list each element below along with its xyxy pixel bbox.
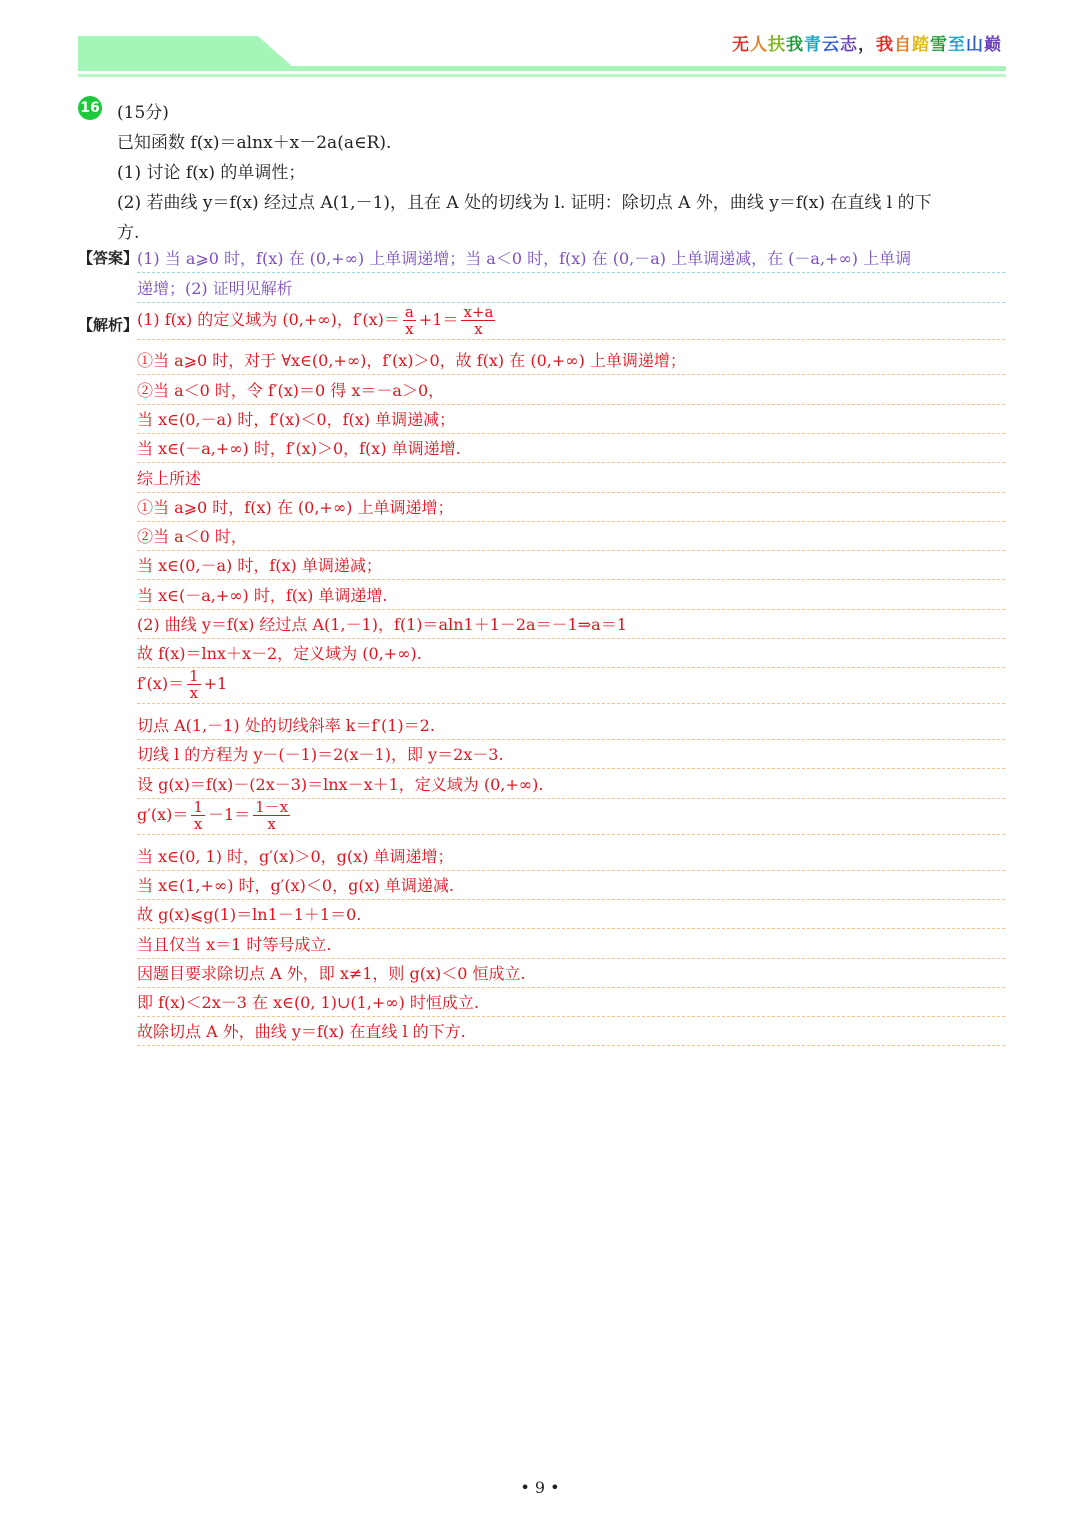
slogan-char: 扶 <box>768 35 786 55</box>
solution-text: (1) f(x) 的定义域为 (0,+∞)，f′(x)＝ <box>137 310 400 329</box>
fraction: $\frac{a}{x}$ <box>404 303 414 338</box>
slogan-char: ， <box>858 35 876 55</box>
solution-line: 当 x∈(0,－a) 时，f(x) 单调递减； <box>137 553 1005 580</box>
solution-line: 当 x∈(－a,+∞) 时，f(x) 单调递增. <box>137 583 1005 610</box>
header-rule-bottom <box>78 74 1006 77</box>
solution-line: 当且仅当 x＝1 时等号成立. <box>137 932 1005 959</box>
solution-line: ②当 a＜0 时， <box>137 524 1005 551</box>
fraction: $\frac{1}{x}$ <box>189 667 199 702</box>
question-score: (15分) <box>117 103 169 123</box>
slogan-char: 志 <box>840 35 858 55</box>
slogan-char: 自 <box>894 35 912 55</box>
slogan-char: 至 <box>948 35 966 55</box>
solution-line: 即 f(x)＜2x－3 在 x∈(0, 1)∪(1,+∞) 时恒成立. <box>137 990 1005 1017</box>
solution-line: ①当 a⩾0 时，f(x) 在 (0,+∞) 上单调递增； <box>137 495 1005 522</box>
slogan-char: 巅 <box>984 35 1002 55</box>
question-number-badge: 16 <box>78 96 102 120</box>
fraction: $\frac{x+a}{x}$ <box>463 303 494 338</box>
header-rule-top <box>78 66 1006 71</box>
fraction: $\frac{1}{x}$ <box>193 798 203 833</box>
answer-tag: 【答案】 <box>78 249 139 267</box>
solution-line: 故除切点 A 外，曲线 y＝f(x) 在直线 l 的下方. <box>137 1019 1005 1046</box>
solution-line: 当 x∈(－a,+∞) 时，f′(x)＞0，f(x) 单调递增. <box>137 436 1005 463</box>
solution-line: ①当 a⩾0 时，对于 ∀x∈(0,+∞)，f′(x)＞0，故 f(x) 在 (0,+∞) 上单调递增； <box>137 348 1005 375</box>
solution-line: 因题目要求除切点 A 外，即 x≠1，则 g(x)＜0 恒成立. <box>137 961 1005 988</box>
question-part-2: (2) 若曲线 y＝f(x) 经过点 A(1,－1)，且在 A 处的切线为 l. 证明：除切点 A 外，曲线 y＝f(x) 在直线 l 的下 <box>117 193 932 213</box>
page-number: • 9 • <box>520 1478 560 1497</box>
solution-line: ②当 a＜0 时，令 f′(x)＝0 得 x＝－a＞0， <box>137 378 1005 405</box>
slogan-char: 踏 <box>912 35 930 55</box>
solution-tag: 【解析】 <box>78 316 139 334</box>
solution-text: +1＝ <box>418 310 459 329</box>
header-tab-shape <box>78 36 298 68</box>
header-slogan <box>732 30 1002 55</box>
solution-text: f′(x)＝ <box>137 674 185 693</box>
answer-line: 递增；(2) 证明见解析 <box>137 276 1005 303</box>
question-part-1: (1) 讨论 f(x) 的单调性； <box>117 163 306 183</box>
solution-line: 当 x∈(0, 1) 时，g′(x)＞0，g(x) 单调递增； <box>137 844 1005 871</box>
slogan-char: 人 <box>750 35 768 55</box>
solution-line: 故 f(x)＝lnx＋x－2，定义域为 (0,+∞). <box>137 641 1005 668</box>
solution-line: 设 g(x)＝f(x)－(2x－3)＝lnx－x＋1，定义域为 (0,+∞). <box>137 772 1005 799</box>
solution-line-fprime <box>137 668 1005 704</box>
slogan-char: 雪 <box>930 35 948 55</box>
answer-line: (1) 当 a⩾0 时，f(x) 在 (0,+∞) 上单调递增；当 a＜0 时，f(x) 在 (0,－a) 上单调递减，在 (－a,+∞) 上单调 <box>137 246 1005 273</box>
solution-line: 切点 A(1,－1) 处的切线斜率 k＝f′(1)＝2. <box>137 713 1005 740</box>
solution-line: 切线 l 的方程为 y－(－1)＝2(x－1)，即 y＝2x－3. <box>137 742 1005 769</box>
solution-line: 综上所述 <box>137 466 1005 493</box>
solution-line-derivative <box>137 304 1005 340</box>
solution-line: 当 x∈(0,－a) 时，f′(x)＜0，f(x) 单调递减； <box>137 407 1005 434</box>
slogan-char: 山 <box>966 35 984 55</box>
solution-line-gprime <box>137 799 1005 835</box>
solution-text: －1＝ <box>207 805 251 824</box>
slogan-char: 我 <box>786 35 804 55</box>
solution-text: g′(x)＝ <box>137 805 189 824</box>
slogan-char: 无 <box>732 35 750 55</box>
question-part-2-continued: 方. <box>117 223 140 243</box>
slogan-char: 云 <box>822 35 840 55</box>
question-stem: 已知函数 f(x)＝alnx＋x－2a(a∈R). <box>117 133 392 153</box>
fraction: $\frac{1-x}{x}$ <box>255 798 289 833</box>
solution-line: (2) 曲线 y＝f(x) 经过点 A(1,－1)，f(1)＝aln1＋1－2a＝－1⇒a＝1 <box>137 612 1005 639</box>
slogan-char: 青 <box>804 35 822 55</box>
solution-line: 故 g(x)⩽g(1)＝ln1－1＋1＝0. <box>137 902 1005 929</box>
slogan-char: 我 <box>876 35 894 55</box>
solution-text: +1 <box>203 674 228 693</box>
solution-line: 当 x∈(1,+∞) 时，g′(x)＜0，g(x) 单调递减. <box>137 873 1005 900</box>
